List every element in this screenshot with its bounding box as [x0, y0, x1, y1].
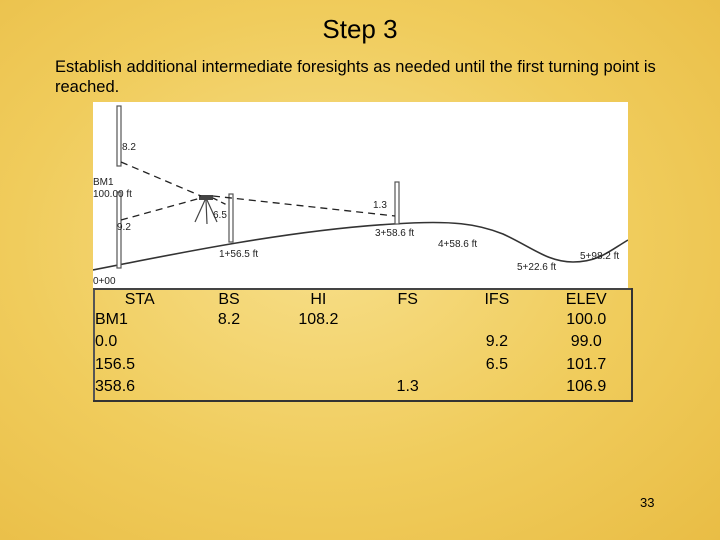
cell-sta: 156.5 [95, 355, 136, 373]
station-label-2: 3+58.6 ft [375, 228, 415, 239]
header-bs: BS [218, 291, 240, 308]
station-label-3: 4+58.6 ft [438, 239, 478, 250]
cell-elev: 106.9 [566, 378, 607, 396]
cell-bs [184, 377, 273, 401]
header-elev: ELEV [565, 291, 607, 308]
sight-line-foresight [213, 196, 395, 216]
table-row [94, 377, 632, 401]
cell-ifs [452, 377, 541, 401]
station-label-4: 5+22.6 ft [517, 262, 557, 273]
cell-elev: 100.0 [566, 311, 607, 328]
rod-station-2 [395, 182, 399, 224]
cell-sta: BM1 [95, 311, 128, 328]
cell-fs [363, 310, 452, 332]
cell-ifs: 9.2 [485, 333, 509, 351]
cell-hi: 108.2 [298, 311, 339, 328]
station-label-5: 5+98.2 ft [580, 251, 620, 262]
header-fs: FS [397, 291, 418, 308]
station-label-1: 1+56.5 ft [219, 249, 259, 260]
cell-ifs: 6.5 [485, 355, 509, 373]
table-row [94, 355, 632, 377]
table-row [94, 310, 632, 332]
station-label-0: 0+00 [93, 276, 116, 287]
field-book-table [93, 288, 633, 402]
page-number: 33 [640, 495, 655, 510]
level-survey-diagram [93, 102, 628, 288]
fs-reading-label: 1.3 [373, 200, 387, 211]
sight-line-bm-foresight [121, 198, 201, 220]
bm-label: BM1 [93, 177, 114, 188]
cell-bs [184, 355, 273, 377]
header-sta: STA [124, 291, 155, 308]
cell-elev: 99.0 [570, 333, 602, 351]
cell-fs [363, 355, 452, 377]
table-header-row [94, 289, 632, 310]
cell-fs [363, 332, 452, 354]
cell-hi [274, 377, 363, 401]
header-hi: HI [310, 291, 327, 308]
cell-bs [184, 332, 273, 354]
header-ifs: IFS [484, 291, 510, 308]
sight-line-backsight [121, 162, 201, 196]
cell-sta: 358.6 [95, 378, 136, 396]
cell-sta: 0.0 [95, 333, 118, 351]
cell-ifs [452, 310, 541, 332]
rod-station-1 [229, 194, 233, 242]
cell-hi [274, 332, 363, 354]
bm-elevation-label: 100.00 ft [93, 189, 132, 200]
cell-hi [274, 355, 363, 377]
fs-bm-reading-label: 9.2 [117, 222, 131, 233]
table-row [94, 332, 632, 354]
cell-bs: 8.2 [217, 311, 241, 328]
slide-title: Step 3 [322, 14, 398, 44]
ifs-reading-label: 6.5 [213, 210, 227, 221]
cell-elev: 101.7 [566, 355, 607, 373]
rod-bm1 [117, 106, 121, 166]
intro-text: Establish additional intermediate foresights as needed until the first turning point is reached. [55, 58, 656, 96]
sight-line-ifs [213, 198, 229, 206]
cell-fs: 1.3 [396, 378, 419, 396]
bs-reading-label: 8.2 [122, 142, 136, 153]
